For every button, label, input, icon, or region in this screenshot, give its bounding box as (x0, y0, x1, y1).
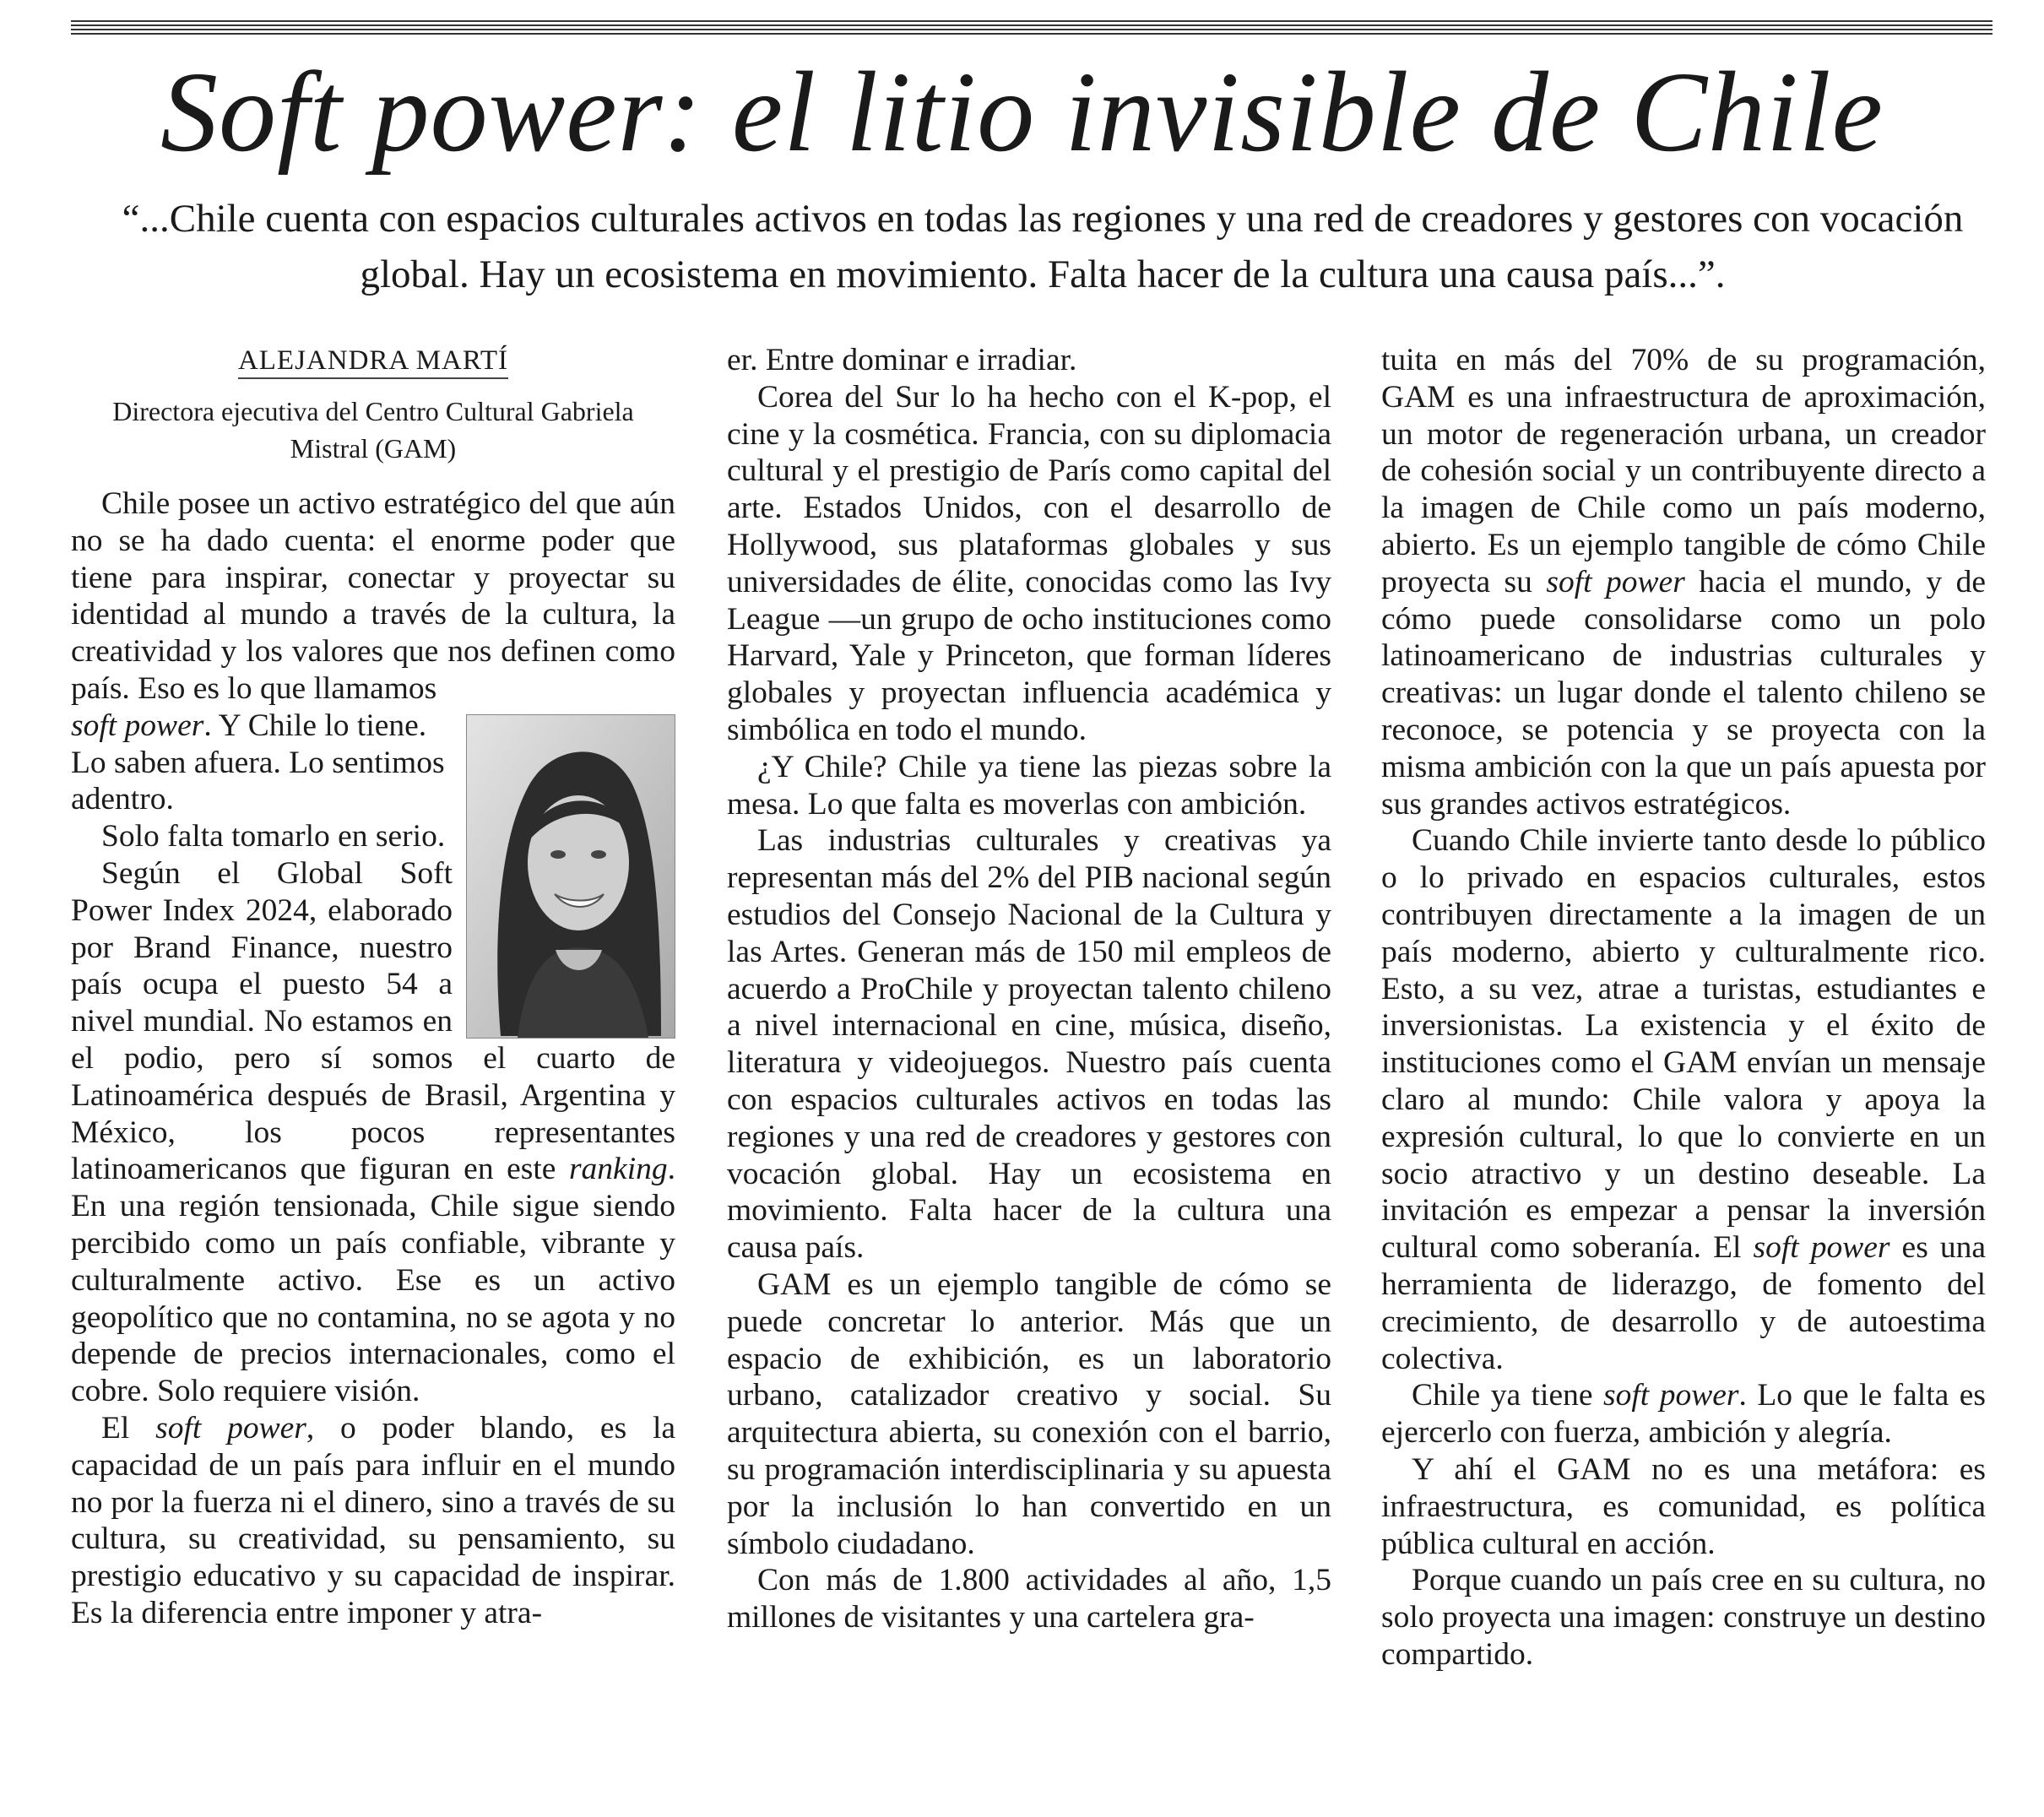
paragraph-2-5: Con más de 1.800 actividades al año, 1,5 millones de visitantes y una cartelera gra- (727, 1563, 1331, 1635)
paragraph-2-0: er. Entre dominar e irradiar. (727, 343, 1077, 377)
paragraph-2-2: ¿Y Chile? Chile ya tiene las piezas sobre la mesa. Lo que falta es moverlas con ambición. (727, 749, 1331, 822)
column-1: ALEJANDRA MARTÍ Directora ejecutiva del Centro Cultural Gabriela Mistral (GAM) Chile posee un activo estratégico del que aún no se ha dado cuenta: el enorme poder que tiene para inspirar, conectar y proyectar su identidad al mundo a través de la cultura, la creatividad y los valores que nos definen como país. Eso es lo que llamamos soft power. Y Chile lo tiene. Lo saben afuera. Lo sentimos adentro. Solo falta tomarlo en serio. Según el Global Soft Power Index 2024, elaborado por Brand Finance, nuestro país ocupa el puesto 54 a nivel mundial. No estamos en el podio, pero sí somos el cuarto de Latinoamérica después de Brasil, Argentina y México, los pocos representantes latinoamericanos que figuran en este ranking. En una región tensionada, Chile sigue siendo percibido como un país confiable, vibrante y culturalmente activo. Ese es un activo geopolítico que no contamina, no se agota y no depende de precios internacionales, como el cobre. Solo requiere visión. El soft power, o poder blando, es la capacidad de un país para influir en el mundo no por la fuerza ni el dinero, sino a través de su cultura, su creatividad, su pensamiento, su prestigio educativo y su capacidad de inspirar. Es la diferencia entre imponer y atra- (71, 342, 675, 1632)
paragraph-2-1: Corea del Sur lo ha hecho con el K-pop, el cine y la cosmética. Francia, con su diplomacia cultural y el prestigio de París como capital del arte. Estados Unidos, con el desarrollo de Hollywood, sus plataformas globales y sus universidades de élite, conocidas como las Ivy League —un grupo de ocho instituciones como Harvard, Yale y Princeton, que forman líderes globales y proyectan influencia académica y simbólica en todo el mundo. (727, 379, 1331, 747)
paragraph-3-0: tuita en más del 70% de su programación, GAM es una infraestructura de aproximación, un motor de regeneración urbana, un creador de cohesión social y un contribuyente directo a la imagen de Chile como un país moderno, abierto. Es un ejemplo tangible de cómo Chile proyecta su soft power hacia el mundo, y de cómo puede consolidarse como un polo latinoamericano de industrias culturales y creativas: un lugar donde el talento chileno se reconoce, se potencia y se proyecta con la misma ambición con la que un país apuesta por sus grandes activos estratégicos. (1381, 343, 1987, 822)
author-name: ALEJANDRA MARTÍ (71, 342, 675, 379)
column-2 (727, 342, 1331, 1636)
author-role: Directora ejecutiva del Centro Cultural Gabriela Mistral (GAM) (112, 396, 634, 464)
paragraph-2-4: GAM es un ejemplo tangible de cómo se puede concretar lo anterior. Más que un espacio de exhibición, es un laboratorio urbano, catalizador creativo y social. Su arquitectura abierta, su conexión con el barrio, su programación interdisciplinaria y su apuesta por la inclusión lo han convertido en un símbolo ciudadano. (727, 1266, 1331, 1561)
paragraph-3-4: Porque cuando un país cree en su cultura, no solo proyecta una imagen: construye un destino compartido. (1381, 1563, 1986, 1672)
paragraph-1-4: El soft power, o poder blando, es la capacidad de un país para influir en el mundo no por la fuerza ni el dinero, sino a través de su cultura, su creatividad, su pensamiento, su prestigio educativo y su capacidad de inspirar. Es la diferencia entre imponer y atra- (71, 1410, 676, 1630)
paragraph-1-2: Solo falta tomarlo en serio. (101, 819, 446, 854)
paragraph-3-1: Cuando Chile invierte tanto desde lo público o lo privado en espacios culturales, estos contribuyen directamente a la imagen de un país moderno, abierto y culturalmente rico. Esto, a su vez, atrae a turistas, estudiantes e inversionistas. La existencia y el éxito de instituciones como el GAM envían un mensaje claro al mundo: Chile valora y apoya la expresión cultural, lo que lo convierte en un socio atractivo y un destino deseable. La invitación es empezar a pensar la inversión cultural como soberanía. El soft power es una herramienta de liderazgo, de fomento del crecimiento, de desarrollo y de autoestima colectiva. (1381, 823, 1986, 1376)
paragraph-1-3: Según el Global Soft Power Index 2024, elaborado por Brand Finance, nuestro país ocupa el puesto 54 a nivel mundial. No estamos en el podio, pero sí somos el cuarto de Latinoamérica después de Brasil, Argentina y México, los pocos representantes latinoamericanos que figuran en este ranking. En una región tensionada, Chile sigue siendo percibido como un país confiable, vibrante y culturalmente activo. Ese es un activo geopolítico que no contamina, no se agota y no depende de precios internacionales, como el cobre. Solo requiere visión. (71, 855, 676, 1409)
paragraph-3-3: Y ahí el GAM no es una metáfora: es infraestructura, es comunidad, es política pública cultural en acción. (1381, 1451, 1986, 1561)
pull-quote: “...Chile cuenta con espacios culturales activos en todas las regiones y una red de creadores y gestores con vocación global. Hay un ecosistema en movimiento. Falta hacer de la cultura una causa país...”. (122, 197, 1964, 296)
paragraph-1-1: Chile posee un activo estratégico del que aún no se ha dado cuenta: el enorme poder que tiene para inspirar, conectar y proyectar su identidad al mundo a través de la cultura, la creatividad y los valores que nos definen como país. Eso es lo que llamamos (71, 486, 675, 706)
masthead-rules (71, 20, 1992, 39)
author-photo (466, 714, 675, 1039)
paragraph-3-2: Chile ya tiene soft power. Lo que le falta es ejercerlo con fuerza, ambición y alegría. (1381, 1378, 1987, 1451)
paragraph-2-3: Las industrias culturales y creativas ya representan más del 2% del PIB nacional según estudios del Consejo Nacional de la Cultura y las Artes. Generan más de 150 mil empleos de acuerdo a ProChile y proyectan talento chileno a nivel internacional en cine, música, diseño, literatura y videojuegos. Nuestro país cuenta con espacios culturales activos en todas las regiones y una red de creadores y gestores con vocación global. Hay un ecosistema en movimiento. Falta hacer de la cultura una causa país. (727, 823, 1331, 1266)
column-3 (1381, 342, 1986, 1673)
article-title: Soft power: el litio invisible de Chile (160, 49, 1884, 176)
